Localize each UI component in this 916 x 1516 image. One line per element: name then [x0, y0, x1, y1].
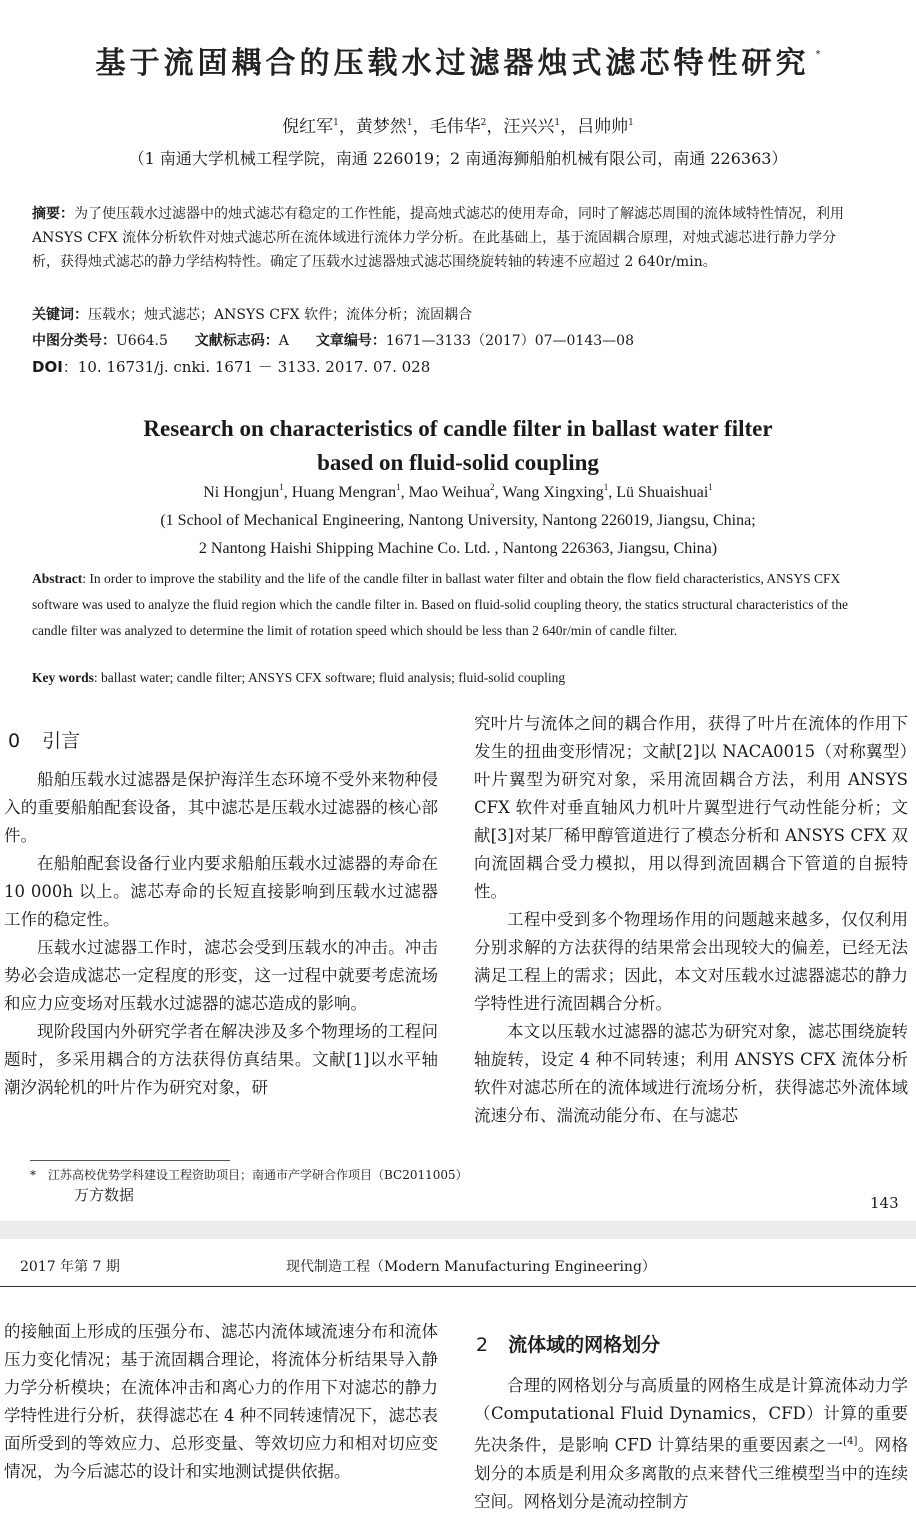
- abstract-en-text: : In order to improve the stability and the life of the candle filter in ballast water filter and obtain the flow field characteristics, ANSYS CFX software was used to analyze the fluid region which the candle filter in. Based on fluid-solid coupling theory, the statics structural characteristics of the candle filter was analyzed to determine the limit of rotation speed which should be less than 2 640r/min of candle filter.: [32, 571, 848, 638]
- author: Mao Weihua$^2$: [408, 482, 495, 501]
- section-title: 流体域的网格划分: [508, 1334, 661, 1356]
- footnote: [30, 1166, 468, 1183]
- abstract-text: 为了使压载水过滤器中的烛式滤芯有稳定的工作性能，提高烛式滤芯的使用寿命，同时了解滤芯周围的流体域特性情况，利用 ANSYS CFX 流体分析软件对烛式滤芯所在流体域进行流体力学分析。在此基础上，基于流固耦合原理，对烛式滤芯进行静力学分析，获得烛式滤芯的静力学结构特性。确定了压载水过滤器烛式滤芯围绕旋转轴的转速不应超过 2 640r/min。: [32, 206, 844, 270]
- paragraph: 究叶片与流体之间的耦合作用，获得了叶片在流体的作用下发生的扭曲变形情况；文献[2]以 NACA0015（对称翼型）叶片翼型为研究对象，采用流固耦合方法，利用 ANSYS CFX 软件对垂直轴风力机叶片翼型进行气动性能分析；文献[3]对某厂稀甲醇管道进行了模态分析和 ANSYS CFX 双向流固耦合受力模拟，用以得到流固耦合下管道的自振特性。: [474, 714, 908, 901]
- abstract-label: 摘要：: [32, 206, 74, 222]
- doccode-label: 文献标志码：: [194, 333, 279, 349]
- author: 吕帅帅$^1$: [577, 117, 634, 137]
- column-left-page2: [4, 1318, 438, 1486]
- section-heading-intro: [8, 726, 80, 753]
- citation-ref[interactable]: [4]: [843, 1436, 858, 1447]
- paragraph-text: 。网格划分的本质是利用众多离散的点来替代三维模型当中的连续空间。网格划分是流动控制方: [474, 1435, 909, 1511]
- abstract-en-label: Abstract: [32, 571, 83, 586]
- keywords-label: 关键词：: [32, 307, 88, 323]
- title-en-line2: based on fluid-solid coupling: [317, 450, 599, 475]
- section-heading-mesh: [476, 1330, 660, 1357]
- title-en-line1: Research on characteristics of candle filter in ballast water filter: [143, 416, 773, 441]
- authors-cn: 倪红军$^1$，黄梦然$^1$，毛伟华$^2$，汪兴兴$^1$，吕帅帅$^1$: [282, 117, 634, 137]
- classification-line: [32, 330, 634, 350]
- author: Wang Xingxing$^1$: [502, 482, 609, 501]
- section-number: 2: [476, 1334, 489, 1356]
- section-title: 引言: [42, 730, 81, 752]
- paper-title-cn: [0, 38, 916, 82]
- journal-issue: 2017 年第 7 期: [20, 1259, 120, 1275]
- author: Ni Hongjun$^1$: [203, 482, 284, 501]
- keywords-text: 压载水；烛式滤芯；ANSYS CFX 软件；流体分析；流固耦合: [88, 307, 473, 323]
- column-right-page2: [474, 1372, 908, 1516]
- footnote-rule: [30, 1160, 230, 1161]
- paragraph: 工程中受到多个物理场作用的问题越来越多，仅仅利用分别求解的方法获得的结果常会出现较大的偏差，已经无法满足工程上的需求；因此，本文对压载水过滤器滤芯的静力学特性进行流固耦合分析。: [474, 910, 908, 1013]
- keywords-cn: [32, 304, 472, 324]
- articleno-label: 文章编号：: [315, 333, 386, 349]
- doi-value: ：10. 16731/j. cnki. 1671 － 3133. 2017. 07. 028: [62, 358, 431, 376]
- doi[interactable]: [32, 356, 430, 377]
- header-rule: [0, 1286, 916, 1287]
- section-number: 0: [8, 730, 21, 752]
- keywords-en-text: : ballast water; candle filter; ANSYS CFX software; fluid analysis; fluid-solid coupling: [93, 670, 566, 685]
- author: Lü Shuaishuai$^1$: [616, 482, 713, 501]
- articleno-value: 1671—3133（2017）07—0143—08: [385, 333, 634, 349]
- author: 倪红军$^1$: [282, 117, 339, 137]
- abstract-en: [32, 566, 872, 644]
- paragraph: 的接触面上形成的压强分布、滤芯内流体域流速分布和流体压力变化情况；基于流固耦合理论，将流体分析结果导入静力学分析模块；在流体冲击和离心力的作用下对滤芯的静力学特性进行分析，获得滤芯在 4 种不同转速情况下，滤芯表面所受到的等效应力、总形变量、等效切应力和相对切应变情况，为今后滤芯的设计和实地测试提供依据。: [4, 1322, 438, 1481]
- footnote-text: 江苏高校优势学科建设工程资助项目；南通市产学研合作项目（BC2011005）: [48, 1168, 468, 1182]
- clc-value: U664.5: [116, 333, 168, 349]
- paragraph: 压载水过滤器工作时，滤芯会受到压载水的冲击。冲击势必会造成滤芯一定程度的形变，这一过程中就要考虑流场和应力应变场对压载水过滤器的滤芯造成的影响。: [4, 938, 438, 1013]
- keywords-en-label: Key words: [32, 670, 94, 685]
- author: 毛伟华$^2$: [429, 117, 487, 137]
- author: Huang Mengran$^1$: [291, 482, 401, 501]
- clc-label: 中图分类号：: [32, 333, 116, 349]
- watermark-text: 万方数据: [74, 1186, 135, 1204]
- paragraph-text: 合理的网格划分与高质量的网格生成是计算流体动力学（Computational Fluid Dynamics，CFD）计算的重要先决条件，是影响 CFD 计算结果的重要因素之一: [474, 1376, 908, 1455]
- title-footnote-mark: *: [815, 49, 821, 60]
- author: 汪兴兴$^1$: [503, 117, 561, 137]
- affiliation-cn: （1 南通大学机械工程学院，南通 226019；2 南通海狮船舶机械有限公司，南通 226363）: [128, 149, 788, 168]
- paragraph: 船舶压载水过滤器是保护海洋生态环境不受外来物种侵入的重要船舶配套设备，其中滤芯是压载水过滤器的核心部件。: [4, 770, 438, 845]
- paper-title-en: [0, 412, 916, 480]
- paragraph: 本文以压载水过滤器的滤芯为研究对象，滤芯围绕旋转轴旋转，设定 4 种不同转速；利用 ANSYS CFX 流体分析软件对滤芯所在的流体域进行流场分析，获得滤芯外流体域流速分布、湍流动能分布、在与滤芯: [474, 1022, 908, 1125]
- column-right-page1: [474, 710, 908, 1130]
- paragraph: 在船舶配套设备行业内要求船舶压载水过滤器的寿命在 10 000h 以上。滤芯寿命的长短直接影响到压载水过滤器工作的稳定性。: [4, 854, 438, 929]
- footnote-mark: *: [30, 1168, 36, 1182]
- page-number: 143: [870, 1194, 899, 1212]
- authors-en: Ni Hongjun$^1$, Huang Mengran$^1$, Mao Weihua$^2$, Wang Xingxing$^1$, Lü Shuaishuai$^1$: [203, 482, 713, 501]
- title-text: 基于流固耦合的压载水过滤器烛式滤芯特性研究: [95, 46, 810, 81]
- doi-label: DOI: [32, 358, 63, 376]
- keywords-en: [32, 670, 565, 686]
- journal-name: 现代制造工程（Modern Manufacturing Engineering）: [286, 1259, 656, 1275]
- page-separator: [0, 1221, 916, 1239]
- paragraph: 现阶段国内外研究学者在解决涉及多个物理场的工程问题时，多采用耦合的方法获得仿真结果。文献[1]以水平轴潮汐涡轮机的叶片作为研究对象，研: [4, 1022, 438, 1097]
- author: 黄梦然$^1$: [355, 117, 413, 137]
- paragraph: [474, 1372, 908, 1516]
- abstract-cn: [32, 202, 862, 274]
- affiliation-en-line1: (1 School of Mechanical Engineering, Nantong University, Nantong 226019, Jiangsu, China;: [160, 512, 756, 529]
- affiliation-en-line2: 2 Nantong Haishi Shipping Machine Co. Ltd. , Nantong 226363, Jiangsu, China): [198, 540, 718, 557]
- doccode-value: A: [278, 333, 289, 349]
- column-left-page1: [4, 766, 438, 1102]
